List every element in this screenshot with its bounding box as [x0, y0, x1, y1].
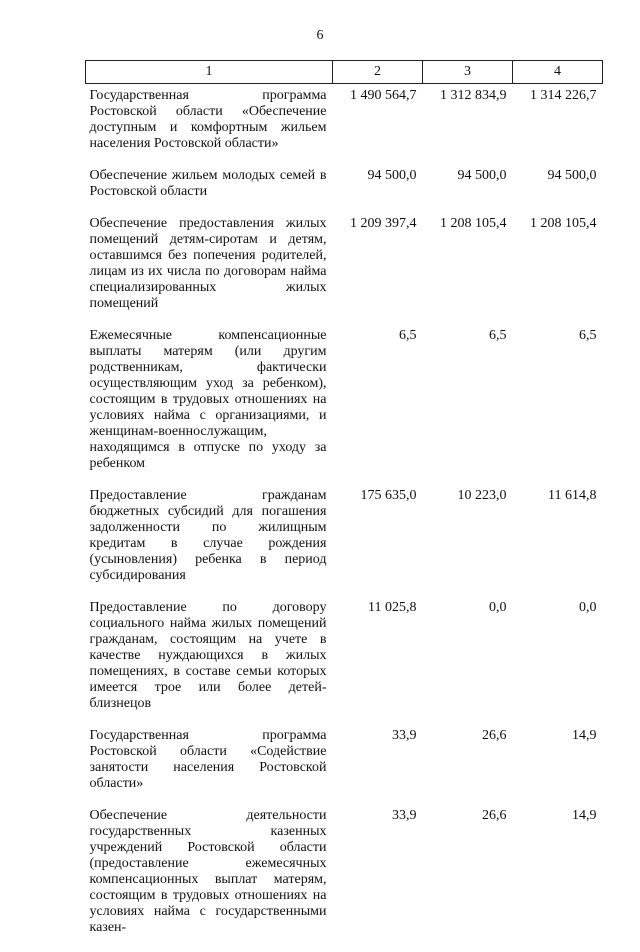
header-col-1: 1: [86, 61, 333, 84]
row-name: Предоставление гражданам бюджетных субсидий для погашения задолженности по жилищным кредитам в случае рождения (усыновления) ребенка в период субсидирования: [86, 488, 333, 600]
row-value-col-4: 1 208 105,4: [513, 216, 603, 328]
header-col-3: 3: [423, 61, 513, 84]
table-row: [86, 328, 603, 488]
row-name: Государственная программа Ростовской области «Содействие занятости населения Ростовской области»: [86, 728, 333, 808]
row-name: Обеспечение деятельности государственных казенных учреждений Ростовской области (предоставление ежемесячных компенсационных выплат матерям, состоящим в трудовых отношениях на условиях найма с государственными казен-: [86, 808, 333, 952]
row-name: Обеспечение предоставления жилых помещений детям-сиротам и детям, оставшимся без попечения родителей, лицам из их числа по договорам найма специализированных жилых помещений: [86, 216, 333, 328]
table-row: [86, 84, 603, 169]
row-name: Обеспечение жильем молодых семей в Ростовской области: [86, 168, 333, 216]
row-value-col-2: 33,9: [333, 728, 423, 808]
row-value-col-4: 94 500,0: [513, 168, 603, 216]
row-value-col-3: 0,0: [423, 600, 513, 728]
row-value-col-3: 26,6: [423, 808, 513, 952]
row-name: Государственная программа Ростовской области «Обеспечение доступным и комфортным жильем населения Ростовской области»: [86, 84, 333, 169]
row-name: Ежемесячные компенсационные выплаты матерям (или другим родственникам, фактически осуществляющим уход за ребенком), состоящим в трудовых отношениях на условиях найма с организациями, и женщинам-военнослужащим, находящимся в отпуске по уходу за ребенком: [86, 328, 333, 488]
row-name: Предоставление по договору социального найма жилых помещений гражданам, состоящим на учете в качестве нуждающихся в жилых помещениях, в составе семьи которых имеется трое или более детей-близнецов: [86, 600, 333, 728]
row-value-col-4: 6,5: [513, 328, 603, 488]
row-value-col-4: 14,9: [513, 808, 603, 952]
table-body: [86, 84, 603, 952]
row-value-col-3: 94 500,0: [423, 168, 513, 216]
row-value-col-2: 11 025,8: [333, 600, 423, 728]
row-value-col-3: 6,5: [423, 328, 513, 488]
row-value-col-4: 14,9: [513, 728, 603, 808]
row-value-col-4: 1 314 226,7: [513, 84, 603, 169]
header-col-2: 2: [333, 61, 423, 84]
row-value-col-2: 1 490 564,7: [333, 84, 423, 169]
table-row: [86, 216, 603, 328]
row-value-col-3: 26,6: [423, 728, 513, 808]
table-header: [86, 61, 603, 84]
row-value-col-2: 175 635,0: [333, 488, 423, 600]
row-value-col-2: 94 500,0: [333, 168, 423, 216]
budget-table: [85, 60, 603, 952]
header-row: [86, 61, 603, 84]
table-row: [86, 488, 603, 600]
row-value-col-2: 1 209 397,4: [333, 216, 423, 328]
table-row: [86, 600, 603, 728]
header-col-4: 4: [513, 61, 603, 84]
row-value-col-2: 33,9: [333, 808, 423, 952]
table-row: [86, 168, 603, 216]
row-value-col-3: 1 312 834,9: [423, 84, 513, 169]
row-value-col-4: 11 614,8: [513, 488, 603, 600]
row-value-col-2: 6,5: [333, 328, 423, 488]
row-value-col-4: 0,0: [513, 600, 603, 728]
table-row: [86, 728, 603, 808]
row-value-col-3: 1 208 105,4: [423, 216, 513, 328]
table-row: [86, 808, 603, 952]
page-number: 6: [0, 28, 640, 44]
row-value-col-3: 10 223,0: [423, 488, 513, 600]
